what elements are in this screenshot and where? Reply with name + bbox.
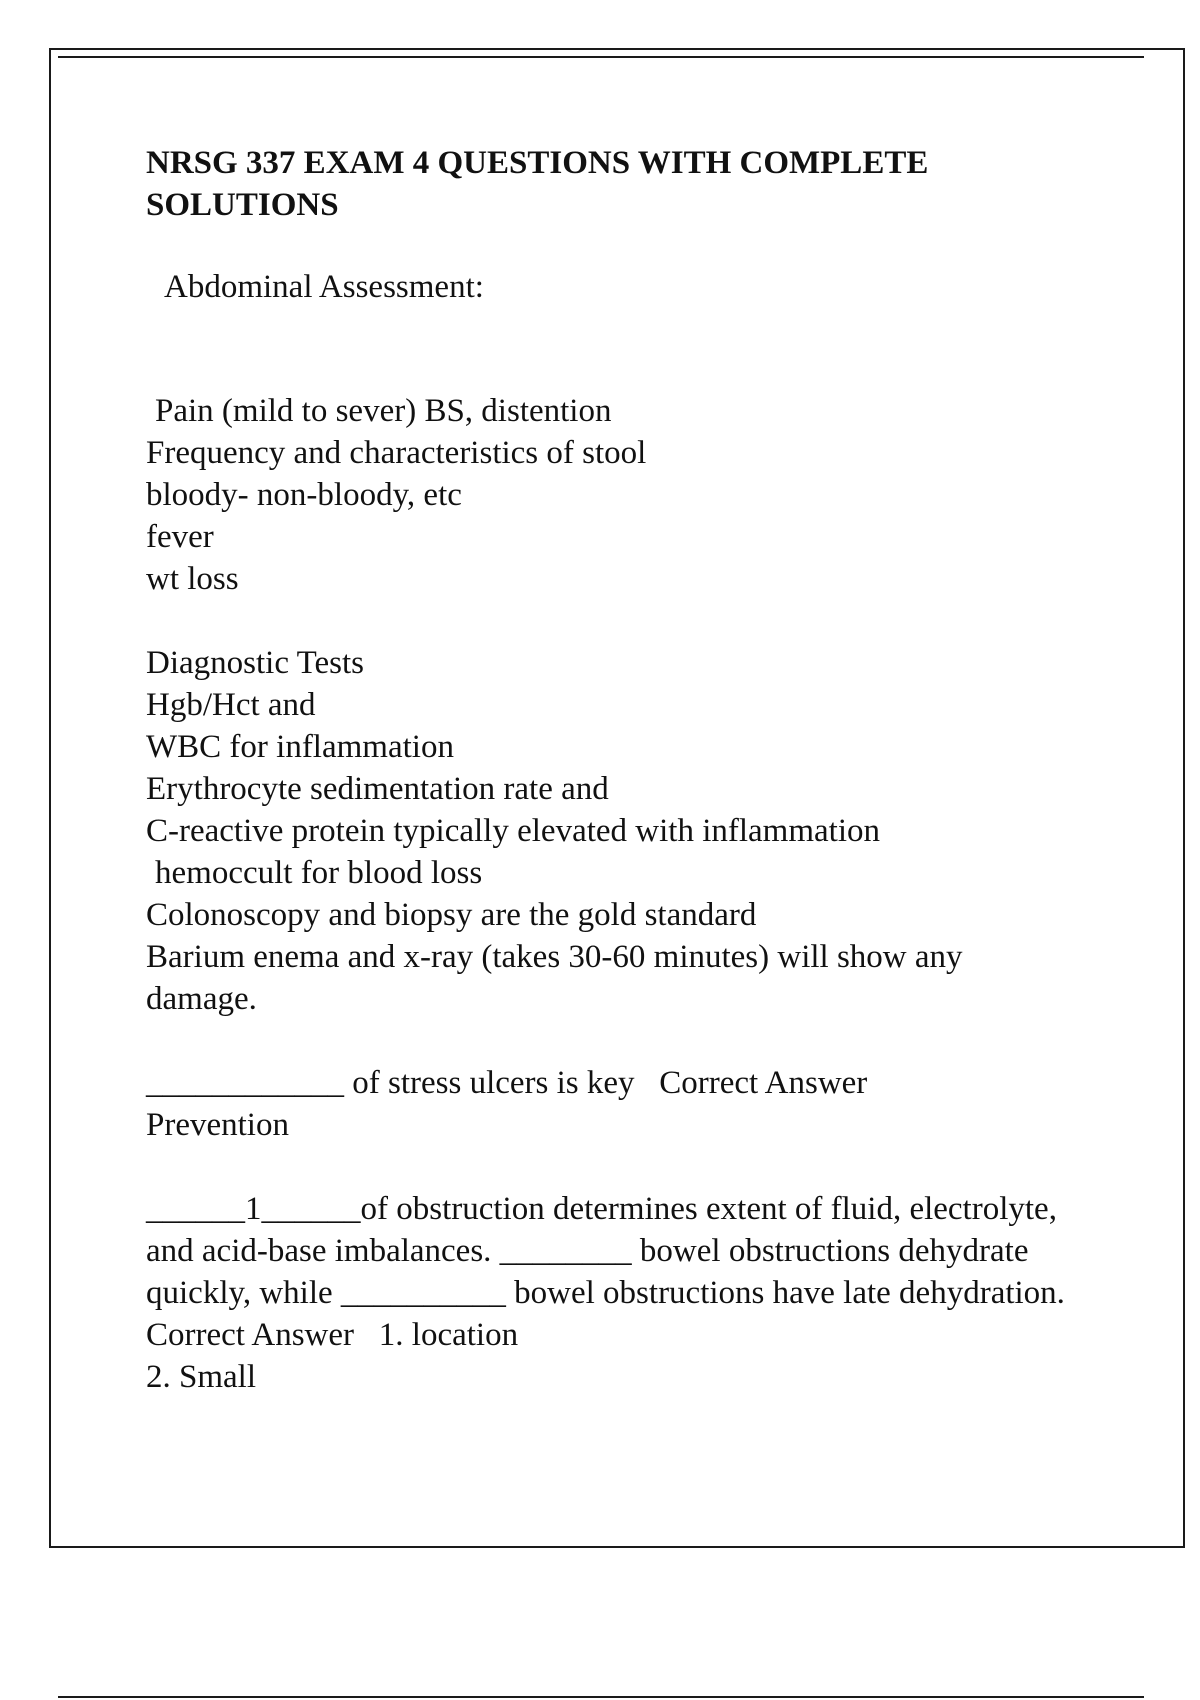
question-block (146, 1188, 1090, 1398)
document-content (146, 142, 1090, 1398)
diagnostic-line: hemoccult for blood loss (155, 855, 483, 891)
question-answer: 2. Small (146, 1359, 257, 1395)
diagnostic-line: Colonoscopy and biopsy are the gold standard (146, 897, 757, 933)
diagnostic-line: WBC for inflammation (146, 729, 454, 765)
question-block (146, 1062, 1066, 1146)
section-heading: Abdominal Assessment: (164, 269, 484, 305)
assessment-line: Pain (mild to sever) BS, distention (155, 393, 612, 429)
diagnostic-line: C-reactive protein typically elevated with inflammation (146, 813, 880, 849)
diagnostic-line: Erythrocyte sedimentation rate and (146, 771, 609, 807)
question-answer: Prevention (146, 1107, 289, 1143)
diagnostic-line: Hgb/Hct and (146, 687, 316, 723)
bottom-divider (58, 1696, 1144, 1698)
question-text: ______1______of obstruction determines extent of fluid, electrolyte, and acid-base imbalances. ________ bowel obstructions dehydrate quickly, while __________ bowel obstructions have late dehydration. Correct Answer 1. location (146, 1191, 1090, 1353)
top-divider (58, 56, 1144, 58)
assessment-line: fever (146, 519, 214, 555)
document-title: NRSG 337 EXAM 4 QUESTIONS WITH COMPLETE SOLUTIONS (146, 145, 929, 223)
assessment-list (146, 390, 1066, 600)
diagnostic-heading: Diagnostic Tests (146, 645, 364, 681)
diagnostic-line: Barium enema and x-ray (takes 30-60 minutes) will show any damage. (146, 939, 971, 1017)
diagnostic-list (146, 642, 1066, 1020)
assessment-line: Frequency and characteristics of stool (146, 435, 647, 471)
assessment-line: bloody- non-bloody, etc (146, 477, 462, 513)
assessment-line: wt loss (146, 561, 239, 597)
question-text: ____________ of stress ulcers is key Correct Answer (146, 1065, 868, 1101)
